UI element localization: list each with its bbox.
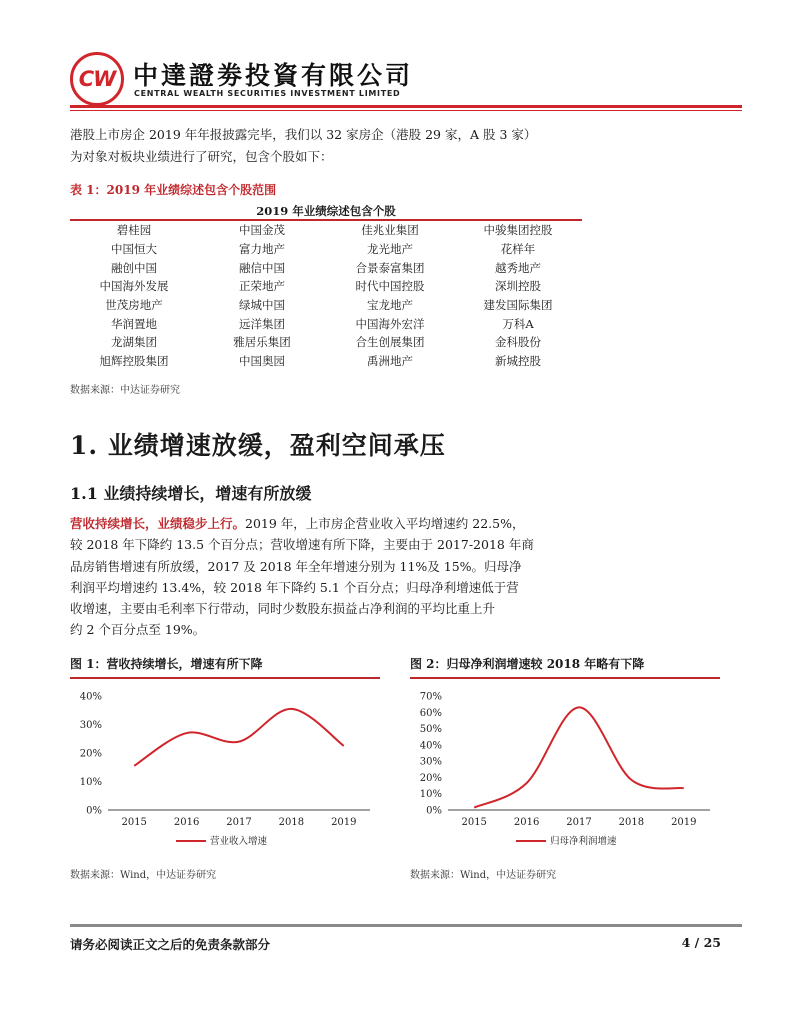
table-row — [70, 258, 582, 277]
data-point — [290, 707, 293, 710]
table-cell: 建发国际集团 — [483, 298, 553, 313]
table-cell: 融创中国 — [111, 260, 157, 275]
figure1-caption: 图 1：营收持续增长，增速有所下降 — [70, 657, 263, 671]
x-tick-label: 2016 — [513, 817, 540, 828]
company-name-cn: 中達證劵投資有限公司 — [133, 61, 414, 90]
header-divider — [70, 105, 742, 108]
para-lead: 营收持续增长，业绩稳步上行。 — [70, 516, 246, 531]
data-point — [133, 764, 136, 767]
table-cell: 融信中国 — [239, 260, 285, 275]
para-line: 2019 年，上市房企营业收入平均增速约 22.5%， — [245, 516, 525, 531]
table-row — [70, 240, 582, 259]
table-cell: 金科股份 — [495, 335, 541, 350]
table-cell: 花样年 — [500, 242, 536, 257]
x-tick-label: 2017 — [226, 817, 252, 828]
table-row — [70, 296, 582, 315]
y-tick-label: 50% — [419, 724, 442, 736]
data-point — [185, 732, 188, 735]
y-tick-label: 10% — [419, 789, 442, 801]
y-tick-label: 0% — [426, 805, 442, 817]
body-paragraph — [70, 513, 550, 641]
table-cell: 中国海外宏洋 — [355, 316, 425, 331]
data-point — [630, 778, 633, 781]
x-tick-label: 2015 — [461, 817, 487, 828]
data-point — [525, 782, 528, 785]
footer-disclaimer: 请务必阅读正文之后的免责条款部分 — [70, 937, 271, 952]
table-row — [70, 314, 582, 333]
table-cell: 世茂房地产 — [105, 298, 163, 313]
figure1-rule — [70, 677, 380, 679]
table-caption: 表 1：2019 年业绩综述包含个股范围 — [70, 183, 277, 197]
table-cell: 中国海外发展 — [99, 279, 169, 294]
figure2-rule — [410, 677, 720, 679]
y-tick-label: 40% — [79, 691, 102, 703]
table-row — [70, 352, 582, 371]
x-tick-label: 2015 — [121, 817, 147, 828]
table-cell: 宝龙地产 — [367, 298, 413, 313]
table-cell: 旭辉控股集团 — [99, 354, 169, 369]
data-point — [342, 744, 345, 747]
table-cell: 万科A — [502, 316, 534, 331]
table-row — [70, 277, 582, 296]
y-tick-label: 20% — [419, 772, 442, 784]
table-cell: 华润置地 — [111, 316, 157, 331]
para-line: 收增速，主要由毛利率下行带动，同时少数股东损益占净利润的平均比重上升 — [70, 601, 496, 617]
intro-line: 港股上市房企 2019 年年报披露完毕，我们以 32 家房企（港股 29 家，A 股 3 家） — [70, 127, 537, 142]
chart-net-profit-growth — [410, 684, 720, 860]
y-tick-label: 30% — [419, 756, 442, 768]
y-tick-label: 70% — [419, 691, 442, 703]
para-line: 利润平均增速约 13.4%，较 2018 年下降约 5.1 个百分点；归母净利增速低于营 — [70, 579, 519, 595]
y-tick-label: 60% — [419, 707, 442, 719]
series-line — [474, 707, 684, 807]
y-tick-label: 40% — [419, 740, 442, 752]
x-tick-label: 2018 — [278, 817, 305, 828]
table-cell: 正荣地产 — [239, 279, 285, 294]
x-tick-label: 2018 — [618, 817, 645, 828]
table-row — [70, 221, 582, 240]
table-cell: 深圳控股 — [495, 279, 541, 294]
header-divider-thin — [70, 110, 742, 111]
legend-label: 归母净利润增速 — [550, 836, 617, 847]
table-source: 数据来源：中达证券研究 — [70, 385, 180, 396]
table-row — [70, 333, 582, 352]
table-cell: 碧桂园 — [116, 223, 152, 238]
series-line — [134, 709, 344, 766]
data-point — [682, 787, 685, 790]
subsection-heading: 1.1 业绩持续增长，增速有所放缓 — [70, 484, 312, 503]
y-tick-label: 0% — [86, 805, 102, 817]
y-tick-label: 20% — [79, 748, 102, 760]
data-point — [578, 706, 581, 709]
para-line: 较 2018 年下降约 13.5 个百分点；营收增速有所下降，主要由于 2017-2018 年商 — [70, 537, 534, 553]
x-tick-label: 2019 — [331, 817, 357, 828]
company-logo — [70, 52, 124, 106]
data-point — [473, 806, 476, 809]
para-line: 品房销售增速有所放缓，2017 及 2018 年全年增速分别为 11%及 15%。归母净 — [70, 558, 522, 574]
y-tick-label: 30% — [79, 720, 102, 731]
y-tick-label: 10% — [79, 777, 102, 788]
table-cell: 禹洲地产 — [367, 354, 413, 369]
table-title: 2019 年业绩综述包含个股 — [256, 204, 396, 218]
table-cell: 雅居乐集团 — [233, 335, 291, 350]
section-heading: 1. 业绩增速放缓，盈利空间承压 — [70, 431, 446, 460]
table-cell: 绿城中国 — [239, 298, 285, 313]
company-name-en: CENTRAL WEALTH SECURITIES INVESTMENT LIMITED — [134, 89, 401, 98]
x-tick-label: 2016 — [173, 817, 200, 828]
figure2-source: 数据来源：Wind，中达证券研究 — [410, 870, 557, 881]
figure1-source: 数据来源：Wind，中达证券研究 — [70, 870, 217, 881]
para-line: 约 2 个百分点至 19%。 — [70, 622, 206, 638]
table-cell: 龙湖集团 — [111, 335, 157, 350]
legend-label: 营业收入增速 — [210, 836, 268, 847]
table-cell: 富力地产 — [239, 242, 285, 257]
table-cell: 越秀地产 — [495, 260, 541, 275]
table-cell: 中国奥园 — [239, 354, 285, 369]
x-tick-label: 2017 — [566, 817, 592, 828]
table-cell: 中国恒大 — [111, 242, 157, 257]
table-cell: 中骏集团控股 — [483, 223, 553, 238]
x-tick-label: 2019 — [671, 817, 697, 828]
table-cell: 新城控股 — [495, 354, 541, 369]
table-cell: 合景泰富集团 — [355, 260, 425, 275]
page-number: 4 / 25 — [681, 935, 721, 950]
logo-text: CW — [78, 67, 116, 91]
table-cell: 龙光地产 — [367, 242, 413, 257]
figure2-caption: 图 2：归母净利润增速较 2018 年略有下降 — [410, 657, 645, 671]
table-cell: 合生创展集团 — [355, 335, 425, 350]
table-cell: 时代中国控股 — [355, 279, 425, 294]
intro-paragraph — [70, 124, 550, 168]
table-cell: 中国金茂 — [239, 223, 285, 238]
stock-table — [70, 221, 582, 371]
intro-line: 为对象对板块业绩进行了研究，包含个股如下： — [70, 149, 333, 164]
table-cell: 佳兆业集团 — [361, 223, 419, 238]
footer-divider — [70, 924, 742, 927]
table-cell: 远洋集团 — [239, 316, 285, 331]
data-point — [238, 740, 241, 743]
chart-revenue-growth — [70, 684, 380, 860]
